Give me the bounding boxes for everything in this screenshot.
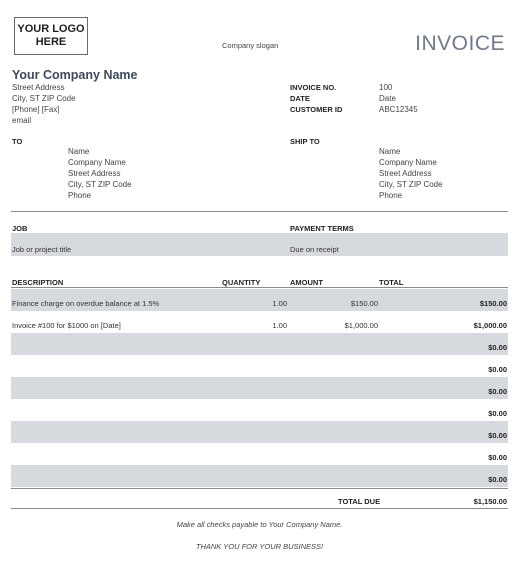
ship-to-label: SHIP TO	[290, 137, 320, 146]
job-value: Job or project title	[12, 245, 72, 254]
table-row	[11, 333, 508, 355]
col-description-header: DESCRIPTION	[12, 278, 64, 287]
total-due-value: $1,150.00	[473, 497, 507, 506]
ship-to-address-block	[379, 146, 443, 201]
payment-terms-label: PAYMENT TERMS	[290, 224, 354, 233]
company-logo-placeholder	[14, 17, 88, 55]
table-row	[11, 399, 508, 421]
col-amount-header: AMOUNT	[290, 278, 323, 287]
company-email: email	[12, 116, 32, 125]
company-name: Your Company Name	[12, 68, 138, 82]
table-row	[11, 311, 508, 333]
total-due-label: TOTAL DUE	[338, 497, 381, 506]
date-value: Date	[379, 94, 396, 103]
row-quantity: 1.00	[272, 299, 287, 308]
row-amount: $1,000.00	[344, 321, 378, 330]
company-phone-fax: [Phone] [Fax]	[12, 105, 60, 114]
table-row	[11, 377, 508, 399]
row-total: $0.00	[488, 343, 507, 352]
to-company: Company Name	[68, 158, 126, 167]
to-city: City, ST ZIP Code	[68, 180, 132, 189]
invoice-meta-values	[379, 82, 418, 115]
divider	[11, 211, 508, 212]
row-description: Finance charge on overdue balance at 1.5%	[12, 299, 160, 308]
payment-terms-value: Due on receipt	[290, 245, 339, 254]
logo-line-2: HERE	[35, 36, 67, 48]
company-city: City, ST ZIP Code	[12, 94, 76, 103]
ship-to-phone: Phone	[379, 191, 403, 200]
col-quantity-header: QUANTITY	[222, 278, 261, 287]
to-phone: Phone	[68, 191, 92, 200]
invoice-meta-labels	[290, 82, 342, 115]
table-row	[11, 465, 508, 487]
table-row	[11, 289, 508, 311]
row-total: $1,000.00	[473, 321, 507, 330]
invoice-title: INVOICE	[415, 32, 505, 55]
row-amount: $150.00	[350, 299, 378, 308]
company-address	[12, 82, 76, 126]
bottom-divider	[11, 508, 508, 509]
table-row	[11, 421, 508, 443]
row-total: $0.00	[488, 409, 507, 418]
table-row	[11, 355, 508, 377]
row-total: $150.00	[479, 299, 507, 308]
ship-to-name: Name	[379, 147, 401, 156]
date-label: DATE	[290, 94, 310, 103]
company-street: Street Address	[12, 83, 65, 92]
ship-to-street: Street Address	[379, 169, 432, 178]
job-band	[11, 233, 508, 256]
to-street: Street Address	[68, 169, 121, 178]
table-header-divider	[11, 287, 508, 288]
total-divider	[11, 488, 508, 489]
row-total: $0.00	[488, 453, 507, 462]
job-label: JOB	[12, 224, 28, 233]
col-total-header: TOTAL	[379, 278, 404, 287]
invoice-no-value: 100	[379, 83, 393, 92]
customer-id-value: ABC12345	[379, 105, 418, 114]
to-address-block	[68, 146, 132, 201]
row-total: $0.00	[488, 431, 507, 440]
thank-you-note: THANK YOU FOR YOUR BUSINESS!	[195, 542, 324, 551]
ship-to-company: Company Name	[379, 158, 437, 167]
row-total: $0.00	[488, 475, 507, 484]
row-total: $0.00	[488, 365, 507, 374]
to-name: Name	[68, 147, 90, 156]
invoice-no-label: INVOICE NO.	[290, 83, 337, 92]
table-row	[11, 443, 508, 465]
row-description: Invoice #100 for $1000 on [Date]	[12, 321, 121, 330]
checks-payable-note: Make all checks payable to Your Company Name.	[176, 520, 343, 529]
customer-id-label: CUSTOMER ID	[290, 105, 343, 114]
to-label: TO	[12, 137, 23, 146]
ship-to-city: City, ST ZIP Code	[379, 180, 443, 189]
row-quantity: 1.00	[272, 321, 287, 330]
row-total: $0.00	[488, 387, 507, 396]
company-slogan: Company slogan	[222, 41, 279, 50]
logo-line-1: YOUR LOGO	[17, 23, 85, 35]
